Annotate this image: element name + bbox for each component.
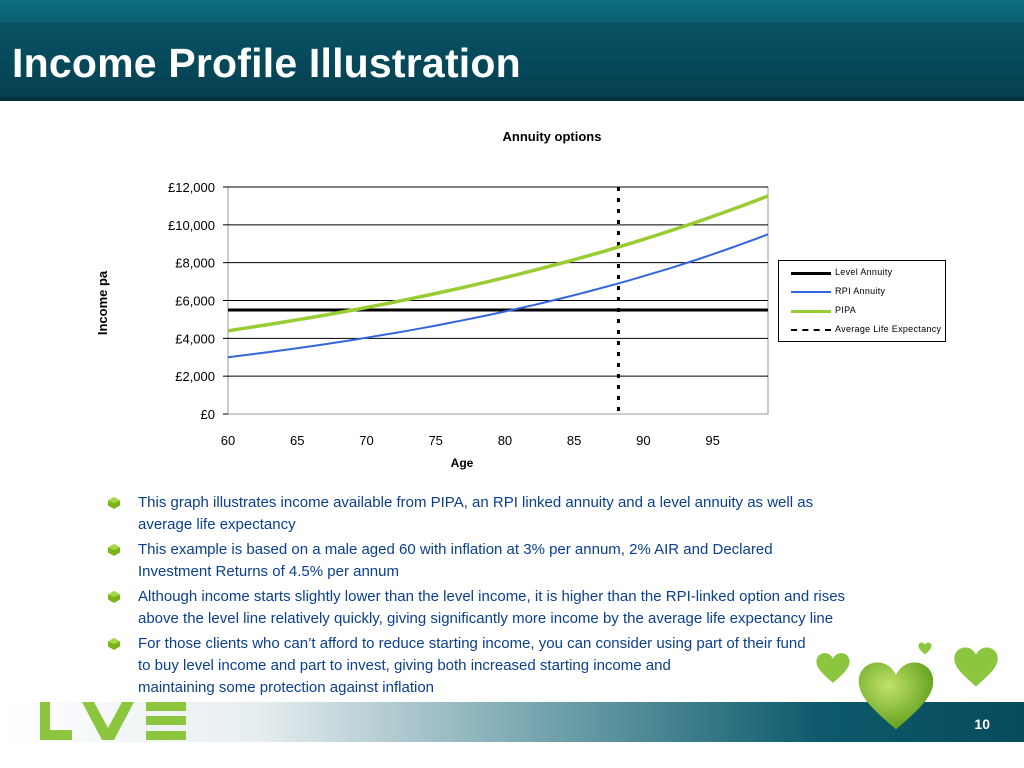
y-tick-label: £10,000: [168, 217, 215, 233]
legend-entry: [779, 282, 945, 301]
legend-label: RPI Annuity: [835, 286, 886, 296]
legend-swatch: [791, 291, 831, 293]
x-tick-label: 95: [705, 433, 720, 448]
legend-entry: [779, 263, 945, 282]
legend-label: Level Annuity: [835, 267, 893, 277]
bullet-text-line: Although income starts slightly lower than the level income, it is higher than the RPI-linked option and rises: [138, 588, 846, 605]
legend-entry: [779, 301, 945, 320]
heart-icon: [815, 652, 851, 684]
legend-entry: [779, 320, 945, 339]
x-axis-label: Age: [450, 456, 474, 470]
legend-swatch: [791, 272, 831, 275]
bullet-icon: [108, 591, 120, 603]
bullet-icon: [108, 638, 120, 650]
y-tick-label: £4,000: [175, 331, 215, 347]
chart-legend: [778, 260, 946, 342]
bullet-text-line: average life expectancy: [138, 516, 296, 533]
chart-title: Annuity options: [502, 129, 602, 144]
bullet-icon: [108, 544, 120, 556]
y-tick-label: £8,000: [175, 255, 215, 271]
page-title: Income Profile Illustration: [12, 40, 521, 86]
x-tick-label: 65: [289, 433, 305, 448]
bullet-text-line: Investment Returns of 4.5% per annum: [138, 563, 399, 580]
bullet-text-line: maintaining some protection against inflation: [138, 679, 435, 696]
y-tick-label: £6,000: [175, 293, 215, 309]
bullet-item: [108, 492, 968, 536]
bullet-item: [108, 586, 968, 630]
x-tick-label: 80: [497, 433, 513, 448]
x-tick-label: 75: [428, 433, 443, 448]
bullet-text-line: For those clients who can’t afford to reduce starting income, you can consider using part of their fund: [138, 635, 806, 652]
legend-label: PIPA: [835, 305, 857, 315]
bullet-text-line: above the level line relatively quickly, giving significantly more income by the average life expectancy line: [138, 610, 834, 627]
legend-swatch: [791, 310, 831, 313]
legend-swatch: [791, 329, 831, 331]
legend-label: Average Life Expectancy: [835, 324, 942, 334]
page-number: 10: [974, 716, 990, 732]
bullet-text-line: This example is based on a male aged 60 with inflation at 3% per annum, 2% AIR and Declared: [138, 541, 773, 558]
x-tick-label: 90: [636, 433, 651, 448]
y-tick-label: £2,000: [175, 369, 215, 385]
y-axis-label: Income pa: [95, 270, 110, 336]
bullet-icon: [108, 497, 120, 509]
y-tick-label: £0: [200, 407, 215, 422]
bullet-text-line: to buy level income and part to invest, giving both increased starting income and: [138, 657, 671, 674]
bullet-text-line: This graph illustrates income available from PIPA, an RPI linked annuity and a level annuity as well as: [138, 494, 814, 511]
lv-logo: [38, 700, 188, 744]
heart-icon: [856, 660, 936, 732]
x-tick-label: 70: [359, 433, 374, 448]
x-tick-label: 85: [566, 433, 582, 448]
y-tick-label: £12,000: [168, 180, 215, 195]
x-tick-label: 60: [220, 433, 236, 448]
heart-icon: [952, 646, 1000, 688]
bullet-item: [108, 539, 968, 583]
heart-icon: [918, 642, 932, 655]
